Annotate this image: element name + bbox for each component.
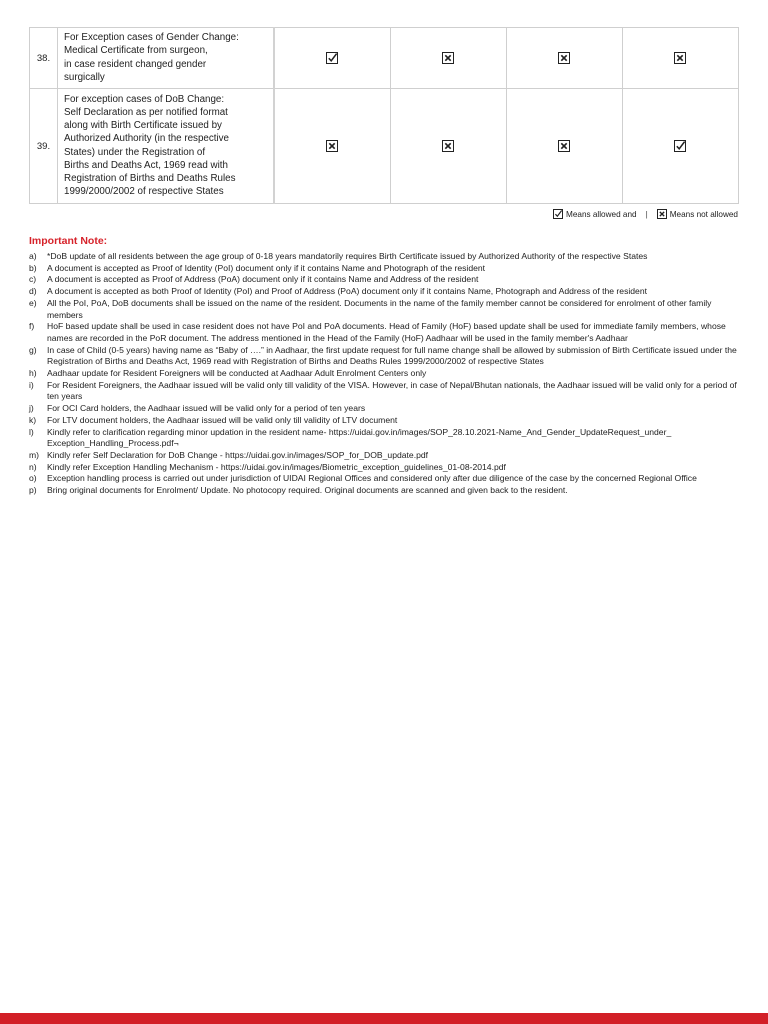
mark-cell — [622, 28, 738, 89]
note-letter: d) — [29, 286, 37, 297]
mark-cell — [390, 89, 506, 204]
mark-cell — [622, 89, 738, 204]
row-description: For Exception cases of Gender Change: Medical Certificate from surgeon, in case resident changed gender surgically — [58, 28, 275, 89]
mark-cell — [506, 28, 622, 89]
note-item — [29, 485, 741, 497]
mark-cell — [274, 89, 390, 204]
checkbox-tick-icon — [674, 140, 686, 152]
note-text: Kindly refer Exception Handling Mechanism - https://uidai.gov.in/images/Biometric_exception_guidelines_01-08-2014.pdf — [47, 461, 506, 472]
note-text: HoF based update shall be used in case resident does not have PoI and PoA documents. Head of Family (HoF) based update shall be used for immediate family members, whose names are recorded in the PoR document. The address mentioned in the Head of the Family (HoF) Aadhaar will be used in the family member's Aadhaar — [47, 321, 726, 343]
mark-cell — [390, 28, 506, 89]
note-letter: e) — [29, 297, 37, 308]
row-description: For exception cases of DoB Change: Self Declaration as per notified format along with Birth Certificate issued by Authorized Authority (in the respective States) under the Registration of Births and Deaths Act, 1969 read with Registration of Births and Deaths Rules 1999/2000/2002 of respective States — [58, 89, 275, 204]
row-number: 38. — [30, 28, 58, 89]
mark-cell — [274, 28, 390, 89]
important-note-title: Important Note: — [29, 235, 108, 247]
checkbox-tick-icon — [553, 209, 563, 219]
note-item — [29, 450, 741, 462]
note-letter: k) — [29, 414, 37, 425]
note-letter: p) — [29, 485, 37, 496]
table-row — [30, 28, 739, 89]
checkbox-cross-icon — [442, 140, 454, 152]
checkbox-cross-icon — [657, 209, 667, 219]
checkbox-cross-icon — [326, 140, 338, 152]
note-letter: a) — [29, 251, 37, 261]
checkbox-cross-icon — [558, 52, 570, 64]
note-item — [29, 251, 741, 263]
note-letter: o) — [29, 473, 37, 484]
note-text: Aadhaar update for Resident Foreigners will be conducted at Aadhaar Adult Enrolment Centers only — [47, 368, 427, 379]
footer-bar — [0, 1013, 768, 1024]
table-row — [30, 89, 739, 204]
note-text: A document is accepted as Proof of Address (PoA) document only if it contains Name and Address of the resident — [47, 274, 479, 285]
note-item — [29, 368, 741, 380]
note-item — [29, 415, 741, 427]
note-item — [29, 274, 741, 286]
row-number: 39. — [30, 89, 58, 204]
mark-cell — [506, 89, 622, 204]
legend-separator: | — [645, 209, 648, 219]
note-item — [29, 263, 741, 275]
note-item — [29, 473, 741, 485]
note-text: Bring original documents for Enrolment/ Update. No photocopy required. Original documents are scanned and given back to the resident. — [47, 485, 568, 496]
legend-not-allowed-label: Means not allowed — [669, 209, 738, 219]
note-item — [29, 380, 741, 403]
note-letter: f) — [29, 321, 35, 332]
note-text: *DoB update of all residents between the age group of 0-18 years mandatorily requires Birth Certificate issued by Authorized Authority of the respective States — [47, 251, 648, 261]
checkbox-cross-icon — [442, 52, 454, 64]
note-text: For LTV document holders, the Aadhaar issued will be valid only till validity of LTV document — [47, 414, 398, 425]
note-item — [29, 403, 741, 415]
legend-allowed-label: Means allowed and — [566, 209, 637, 219]
note-letter: c) — [29, 274, 37, 285]
note-letter: g) — [29, 344, 37, 355]
note-letter: h) — [29, 368, 37, 379]
checkbox-tick-icon — [326, 52, 338, 64]
legend — [553, 209, 738, 219]
note-text: All the PoI, PoA, DoB documents shall be issued on the name of the resident. Documents in the name of the family member cannot be considered for enrolment of other family members — [47, 297, 712, 320]
note-letter: n) — [29, 461, 37, 472]
note-letter: i) — [29, 379, 34, 390]
note-text: Kindly refer to clarification regarding minor updation in the resident name- https://uidai.gov.in/images/SOP_28.10.2021-Name_And_Gender_UpdateRequest_under_ Exception_Handling_Process.pdf¬ — [47, 426, 672, 449]
note-letter: m) — [29, 449, 40, 460]
note-item — [29, 298, 741, 321]
note-letter: l) — [29, 426, 34, 437]
note-item — [29, 345, 741, 368]
note-letter: b) — [29, 262, 37, 273]
note-text: A document is accepted as both Proof of Identity (PoI) and Proof of Address (PoA) document only if it contains Name, Photograph and Address of the resident — [47, 286, 647, 297]
note-text: In case of Child (0-5 years) having name as “Baby of ….” in Aadhaar, the first update request for full name change shall be allowed by submission of Birth Certificate issued under the Registration of Births and Deaths Act, 1969 read with Registration of Births and Deaths Rules 1999/2000/2002 of respective States — [47, 344, 737, 367]
note-text: Kindly refer Self Declaration for DoB Change - https://uidai.gov.in/images/SOP_for_DOB_update.pdf — [47, 449, 429, 460]
note-text: Exception handling process is carried out under jurisdiction of UIDAI Regional Offices and considered only after due diligence of the case by the concerned Regional Office — [47, 473, 697, 484]
document-table — [29, 27, 739, 204]
note-item — [29, 427, 741, 450]
checkbox-cross-icon — [674, 52, 686, 64]
note-text: For Resident Foreigners, the Aadhaar issued will be valid only till validity of the VISA. However, in case of Nepal/Bhutan nationals, the Aadhaar issued will be valid only for a period of ten years — [47, 379, 737, 402]
note-item — [29, 462, 741, 474]
note-letter: j) — [29, 403, 34, 414]
note-text: A document is accepted as Proof of Identity (PoI) document only if it contains Name and Photograph of the resident — [47, 262, 486, 273]
checkbox-cross-icon — [558, 140, 570, 152]
note-item — [29, 321, 741, 344]
important-note-list — [29, 251, 741, 497]
note-text: For OCI Card holders, the Aadhaar issued will be valid only for a period of ten years — [47, 403, 366, 414]
note-item — [29, 286, 741, 298]
